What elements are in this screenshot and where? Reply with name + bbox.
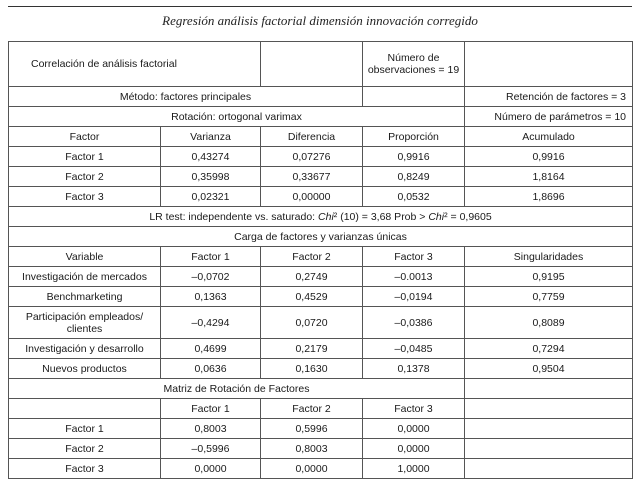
empty-cell bbox=[465, 459, 633, 479]
table-cell: 0,0720 bbox=[261, 307, 363, 339]
column-header: Varianza bbox=[161, 127, 261, 147]
table-cell: 0,2179 bbox=[261, 339, 363, 359]
lr-test-label bbox=[9, 207, 633, 227]
table-cell: 0,7294 bbox=[465, 339, 633, 359]
table-cell: 0,0532 bbox=[363, 187, 465, 207]
table-cell: 0,1363 bbox=[161, 287, 261, 307]
lr-suffix: ² = 0,9605 bbox=[444, 210, 492, 223]
table-cell: 0,9504 bbox=[465, 359, 633, 379]
table-cell: Factor 1 bbox=[9, 147, 161, 167]
parametros-label: Número de parámetros = 10 bbox=[465, 107, 633, 127]
retencion-label: Retención de factores = 3 bbox=[465, 87, 633, 107]
column-header: Factor 3 bbox=[363, 399, 465, 419]
table-cell: –0,0386 bbox=[363, 307, 465, 339]
table-cell: 0,0636 bbox=[161, 359, 261, 379]
table-row bbox=[9, 339, 633, 359]
table-row bbox=[9, 187, 633, 207]
table-cell: –0.0013 bbox=[363, 267, 465, 287]
column-header: Factor 1 bbox=[161, 399, 261, 419]
table-cell: 1,8164 bbox=[465, 167, 633, 187]
table-cell: Factor 2 bbox=[9, 439, 161, 459]
table-cell: 0,00000 bbox=[261, 187, 363, 207]
table-row bbox=[9, 359, 633, 379]
column-header: Acumulado bbox=[465, 127, 633, 147]
table-cell: –0,0702 bbox=[161, 267, 261, 287]
table-cell: 0,9916 bbox=[363, 147, 465, 167]
empty-cell bbox=[465, 419, 633, 439]
column-header: Singularidades bbox=[465, 247, 633, 267]
table-cell: 0,07276 bbox=[261, 147, 363, 167]
table-cell: Participación empleados/ clientes bbox=[9, 307, 161, 339]
lr-mid: ² (10) = 3,68 Prob > bbox=[333, 210, 429, 223]
table-cell: 0,02321 bbox=[161, 187, 261, 207]
column-header bbox=[9, 399, 161, 419]
table-cell: 0,5996 bbox=[261, 419, 363, 439]
table-row bbox=[9, 307, 633, 339]
table-row bbox=[9, 147, 633, 167]
table-cell: Investigación y desarrollo bbox=[9, 339, 161, 359]
rotacion-label: Rotación: ortogonal varimax bbox=[9, 107, 465, 127]
column-header: Factor 2 bbox=[261, 247, 363, 267]
empty-cell bbox=[465, 399, 633, 419]
rotation-header-row bbox=[9, 399, 633, 419]
table-cell: 0,8089 bbox=[465, 307, 633, 339]
table-cell: Nuevos productos bbox=[9, 359, 161, 379]
table-cell: 0,8003 bbox=[161, 419, 261, 439]
chi-symbol: Chi bbox=[318, 210, 334, 223]
factor-analysis-table bbox=[8, 41, 633, 479]
table-cell: 0,8003 bbox=[261, 439, 363, 459]
lr-test-row bbox=[9, 207, 633, 227]
table-cell: 1,8696 bbox=[465, 187, 633, 207]
empty-cell bbox=[465, 42, 633, 87]
correlacion-label: Correlación de análisis factorial bbox=[9, 42, 261, 87]
table-cell: –0,4294 bbox=[161, 307, 261, 339]
column-header: Factor 1 bbox=[161, 247, 261, 267]
table-cell: 0,0000 bbox=[261, 459, 363, 479]
empty-cell bbox=[465, 379, 633, 399]
table-cell: 0,9195 bbox=[465, 267, 633, 287]
column-header: Factor 2 bbox=[261, 399, 363, 419]
column-header: Diferencia bbox=[261, 127, 363, 147]
table-row bbox=[9, 167, 633, 187]
rotation-heading: Matriz de Rotación de Factores bbox=[9, 379, 465, 399]
table-cell: –0,0485 bbox=[363, 339, 465, 359]
table-cell: 0,1378 bbox=[363, 359, 465, 379]
table-cell: 0,4699 bbox=[161, 339, 261, 359]
table-cell: 0,0000 bbox=[363, 439, 465, 459]
loadings-header-row bbox=[9, 247, 633, 267]
header-row-3 bbox=[9, 107, 633, 127]
table-cell: 0,33677 bbox=[261, 167, 363, 187]
table-row bbox=[9, 459, 633, 479]
header-row-1 bbox=[9, 42, 633, 87]
empty-cell bbox=[363, 87, 465, 107]
table-cell: 0,0000 bbox=[363, 419, 465, 439]
table-row bbox=[9, 267, 633, 287]
lr-prefix: LR test: independente vs. saturado: bbox=[149, 210, 319, 223]
table-cell: 0,8249 bbox=[363, 167, 465, 187]
table-cell: 0,0000 bbox=[161, 459, 261, 479]
table-cell: Investigación de mercados bbox=[9, 267, 161, 287]
table-cell: 0,2749 bbox=[261, 267, 363, 287]
table-row bbox=[9, 419, 633, 439]
table-cell: 0,43274 bbox=[161, 147, 261, 167]
empty-cell bbox=[465, 439, 633, 459]
column-header: Factor 3 bbox=[363, 247, 465, 267]
table-cell: Factor 2 bbox=[9, 167, 161, 187]
table-cell: 0,9916 bbox=[465, 147, 633, 167]
table-title: Regresión análisis factorial dimensión innovación corregido bbox=[162, 13, 478, 28]
table-row bbox=[9, 287, 633, 307]
top-rule bbox=[8, 6, 632, 7]
chi-symbol: Chi bbox=[428, 210, 445, 223]
column-header: Proporción bbox=[363, 127, 465, 147]
loadings-heading: Carga de factores y varianzas únicas bbox=[9, 227, 633, 247]
rotation-heading-row bbox=[9, 379, 633, 399]
loadings-heading-row bbox=[9, 227, 633, 247]
table-cell: –0,0194 bbox=[363, 287, 465, 307]
observaciones-label: Número de observaciones = 19 bbox=[363, 42, 465, 87]
table-cell: 0,35998 bbox=[161, 167, 261, 187]
column-header: Factor bbox=[9, 127, 161, 147]
table-cell: Factor 3 bbox=[9, 187, 161, 207]
column-header: Variable bbox=[9, 247, 161, 267]
eigen-header-row bbox=[9, 127, 633, 147]
table-cell: 0,7759 bbox=[465, 287, 633, 307]
table-row bbox=[9, 439, 633, 459]
table-cell: 1,0000 bbox=[363, 459, 465, 479]
table-cell: –0,5996 bbox=[161, 439, 261, 459]
table-cell: 0,4529 bbox=[261, 287, 363, 307]
table-cell: Factor 3 bbox=[9, 459, 161, 479]
table-cell: 0,1630 bbox=[261, 359, 363, 379]
table-cell: Benchmarketing bbox=[9, 287, 161, 307]
metodo-label: Método: factores principales bbox=[9, 87, 363, 107]
table-cell: Factor 1 bbox=[9, 419, 161, 439]
header-row-2 bbox=[9, 87, 633, 107]
empty-cell bbox=[261, 42, 363, 87]
